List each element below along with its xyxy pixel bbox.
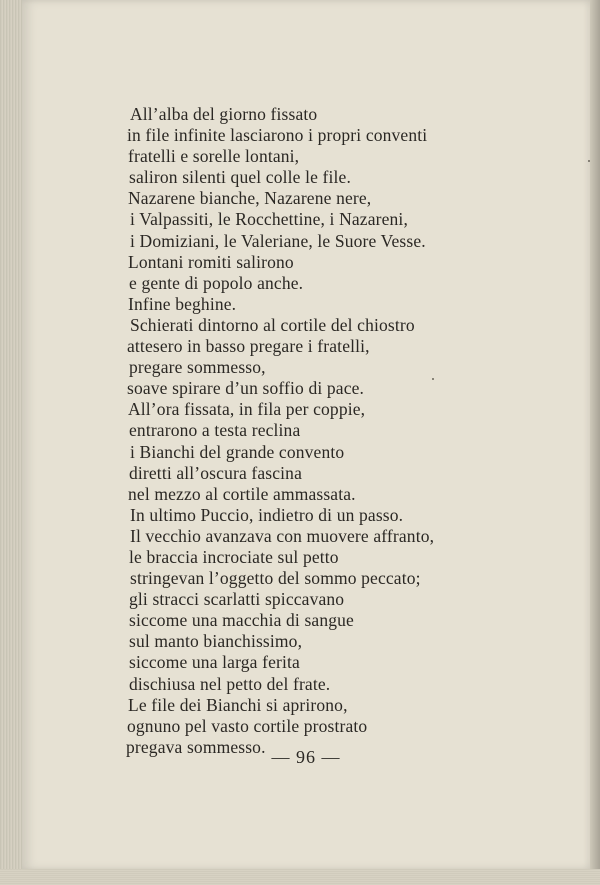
book-page [22, 0, 590, 870]
poem-line: siccome una larga ferita [129, 652, 300, 673]
poem-line: dischiusa nel petto del frate. [129, 673, 331, 694]
poem-line: pregare sommesso, [129, 357, 266, 378]
poem-line: All’ora fissata, in fila per coppie, [128, 399, 366, 420]
poem-line: attesero in basso pregare i fratelli, [127, 336, 370, 357]
poem-line: soave spirare d’un soffio di pace. [127, 378, 365, 399]
poem-line: Le file dei Bianchi si aprirono, [128, 694, 348, 715]
poem-line: Lontani romiti salirono [128, 251, 294, 272]
poem-line: e gente di popolo anche. [129, 272, 304, 293]
poem-text [126, 104, 570, 758]
poem-line: in file infinite lasciarono i propri conventi [127, 125, 428, 146]
poem-line: All’alba del giorno fissato [130, 104, 318, 124]
poem-line: i Bianchi del grande convento [130, 441, 345, 462]
page-stack-left-edge [0, 0, 22, 885]
poem-line: stringevan l’oggetto del sommo peccato; [130, 568, 421, 589]
poem-line: diretti all’oscura fascina [129, 462, 302, 483]
poem-line: nel mezzo al cortile ammassata. [128, 483, 356, 504]
paper-speck [432, 378, 434, 380]
poem-line: ognuno pel vasto cortile prostrato [127, 715, 368, 736]
page-number: — 96 — [271, 747, 341, 767]
poem-line: sul manto bianchissimo, [129, 631, 303, 652]
poem-line: i Valpassiti, le Rocchettine, i Nazareni, [130, 209, 408, 230]
poem-line: i Domiziani, le Valeriane, le Suore Vesse. [130, 230, 426, 251]
poem-line: saliron silenti quel colle le file. [129, 167, 351, 188]
poem-line: le braccia incrociate sul petto [129, 546, 339, 567]
poem-line: gli stracci scarlatti spiccavano [129, 589, 345, 610]
poem-line: pregava sommesso. [126, 736, 266, 757]
poem-line: In ultimo Puccio, indietro di un passo. [130, 504, 404, 525]
poem-line: fratelli e sorelle lontani, [128, 146, 300, 167]
page-right-edge [590, 0, 600, 885]
poem-line: Il vecchio avanzava con muovere affranto, [130, 525, 435, 546]
poem-line: siccome una macchia di sangue [129, 610, 354, 631]
poem-line: Infine beghine. [128, 293, 237, 314]
poem-line: entrarono a testa reclina [129, 420, 301, 441]
poem-line: Schierati dintorno al cortile del chiostro [130, 314, 415, 335]
page-stack-bottom-edge [0, 869, 600, 885]
poem-line: Nazarene bianche, Nazarene nere, [128, 188, 372, 209]
